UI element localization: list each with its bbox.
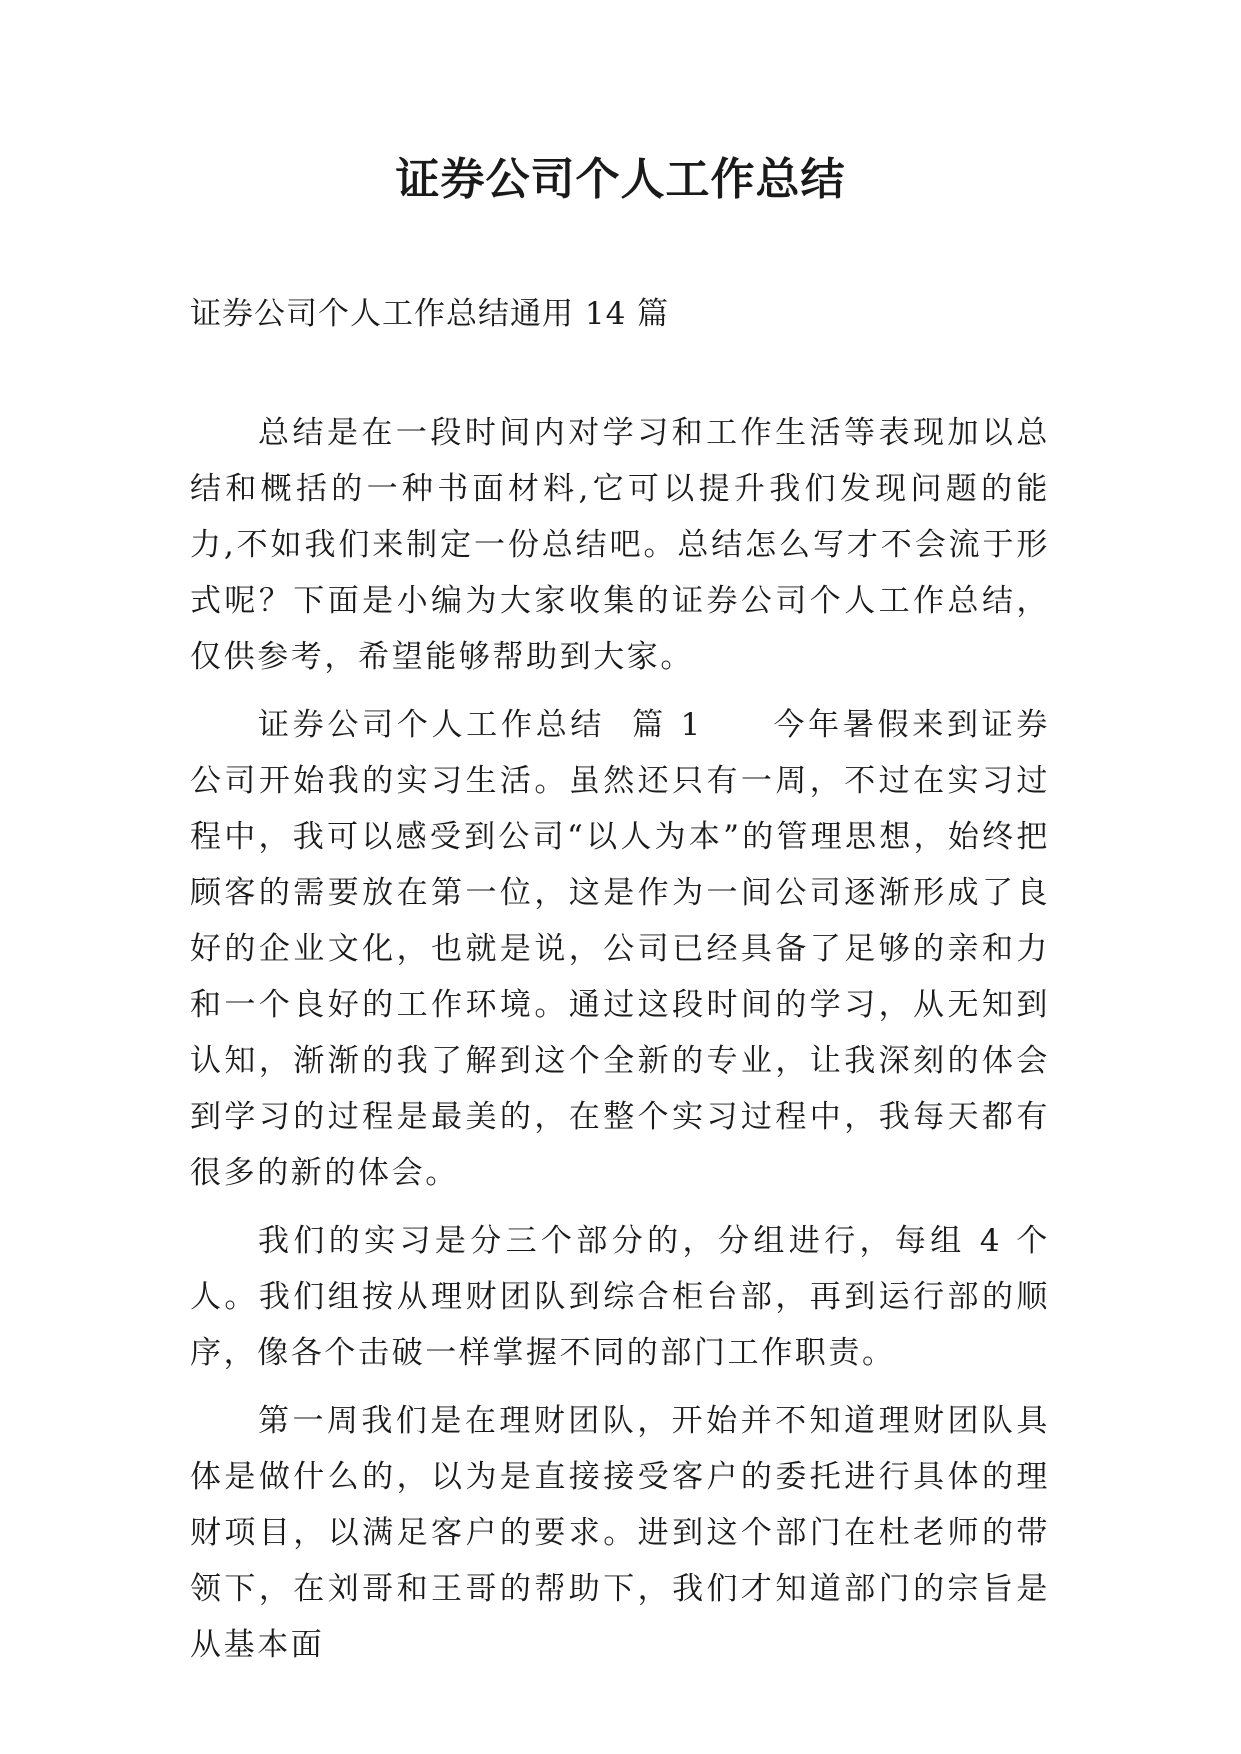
section-1-text: 今年暑假来到证券公司开始我的实习生活。虽然还只有一周，不过在实习过程中，我可以感受到公司“以人为本”的管理思想，始终把顾客的需要放在第一位，这是作为一间公司逐渐形成了良好的企业文化，也就是说，公司已经具备了足够的亲和力和一个良好的工作环境。通过这段时间的学习，从无知到认知，渐渐的我了解到这个全新的专业，让我深刻的体会到学习的过程是最美的，在整个实习过程中，我每天都有很多的新的体会。 (190, 707, 1050, 1191)
section-1-heading: 证券公司个人工作总结 篇 1 (258, 707, 703, 743)
document-body (190, 405, 1050, 1673)
section-gap (703, 707, 774, 743)
document-title: 证券公司个人工作总结 (395, 154, 846, 205)
document-subtitle: 证券公司个人工作总结通用 14 篇 (190, 296, 670, 332)
section-1-paragraph (190, 697, 1050, 1201)
groups-paragraph: 我们的实习是分三个部分的，分组进行，每组 4 个人。我们组按从理财团队到综合柜台部，再到运行部的顺序，像各个击破一样掌握不同的部门工作职责。 (190, 1223, 1050, 1371)
intro-paragraph: 总结是在一段时间内对学习和工作生活等表现加以总结和概括的一种书面材料,它可以提升我们发现问题的能力,不如我们来制定一份总结吧。总结怎么写才不会流于形式呢？下面是小编为大家收集的证券公司个人工作总结，仅供参考，希望能够帮助到大家。 (190, 415, 1050, 675)
week-1-paragraph: 第一周我们是在理财团队，开始并不知道理财团队具体是做什么的，以为是直接接受客户的委托进行具体的理财项目，以满足客户的要求。进到这个部门在杜老师的带领下，在刘哥和王哥的帮助下，我们才知道部门的宗旨是从基本面 (190, 1403, 1050, 1663)
